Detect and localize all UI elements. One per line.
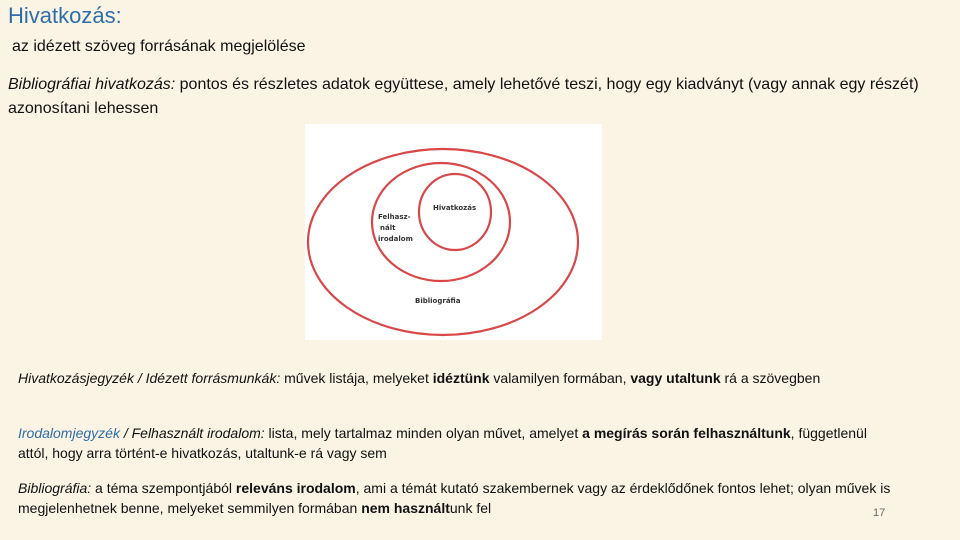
text-run: valamilyen formában, — [489, 370, 631, 386]
label-hivatkozas: Hivatkozás — [433, 204, 477, 212]
text-run: nem használt — [361, 500, 450, 516]
label-felhasznalt-2: nált — [380, 224, 396, 232]
text-run: , függetlenül attól, hogy arra történt-e hivatkozás, utaltunk-e rá vagy sem — [18, 425, 867, 461]
slide-subtitle: az idézett szöveg forrásának megjelölése — [12, 38, 306, 55]
definition-term: Bibliográfiai hivatkozás: — [8, 76, 176, 93]
text-run: Bibliográfia: — [18, 480, 92, 496]
text-run: , ami a témát kutató szakembernek vagy az érdeklődőnek fontos lehet; olyan művek is megjelenhetnek benne, melyeket semmilyen formában — [18, 480, 891, 516]
text-run: vagy utaltunk — [630, 370, 721, 386]
nested-ellipses-diagram — [305, 124, 602, 340]
label-bibliografia: Bibliográfia — [415, 297, 461, 305]
text-run: Hivatkozásjegyzék / Idézett forrásmunkák: — [18, 370, 281, 386]
item-bibliografia — [18, 478, 898, 518]
inner-ellipse — [419, 174, 491, 250]
page-number: 17 — [873, 507, 886, 519]
text-run: a megírás során felhasználtunk — [582, 425, 791, 441]
text-run: releváns irodalom — [235, 480, 356, 496]
definition-paragraph — [8, 73, 953, 121]
text-run: / Felhasznált irodalom: — [119, 425, 265, 441]
text-run: rá a szövegben — [720, 370, 821, 386]
slide-title: Hivatkozás: — [8, 3, 122, 28]
label-felhasznalt-3: irodalom — [378, 235, 413, 243]
label-felhasznalt-1: Felhasz- — [378, 213, 411, 221]
text-run: művek listája, melyeket — [280, 370, 433, 386]
diagram-svg — [305, 124, 602, 340]
text-run: a téma szempontjából — [91, 480, 236, 496]
item-irodalomjegyzek — [18, 423, 898, 463]
text-run: Irodalomjegyzék — [18, 425, 120, 441]
text-run: lista, mely tartalmaz minden olyan művet, amelyet — [264, 425, 583, 441]
text-run: idéztünk — [432, 370, 490, 386]
item-hivatkozasjegyzek — [18, 368, 898, 388]
text-run: unk fel — [449, 500, 492, 516]
definition-text: pontos és részletes adatok együttese, amely lehetővé teszi, hogy egy kiadványt (vagy annak egy részét) azonosítani lehessen — [8, 76, 919, 117]
